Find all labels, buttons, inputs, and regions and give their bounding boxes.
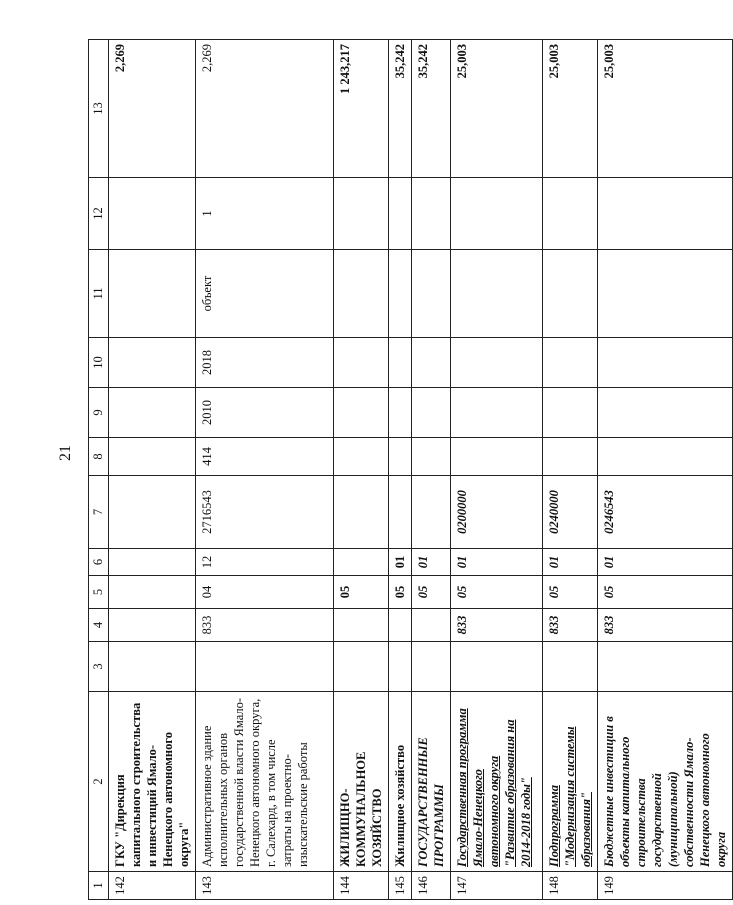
col4-cell: 833 <box>543 609 598 642</box>
table-row <box>412 40 451 900</box>
col12-cell <box>389 178 412 250</box>
col5-cell <box>109 576 196 609</box>
col5-cell: 05 <box>412 576 451 609</box>
budget-table <box>88 39 733 900</box>
col7-cell <box>109 476 196 549</box>
col8-cell <box>334 438 389 476</box>
col4-cell <box>109 609 196 642</box>
col3-cell <box>451 642 543 692</box>
col3-cell <box>334 642 389 692</box>
table-row <box>598 40 733 900</box>
col10-cell <box>334 338 389 388</box>
col8-cell <box>109 438 196 476</box>
col11-cell <box>412 250 451 338</box>
col4-cell: 833 <box>451 609 543 642</box>
col10-cell <box>598 338 733 388</box>
row-amount-cell: 1 243,217 <box>334 40 389 178</box>
header-row <box>89 40 109 900</box>
col4-cell <box>389 609 412 642</box>
column-header-4: 4 <box>89 609 109 642</box>
col11-cell <box>334 250 389 338</box>
row-amount-cell: 25,003 <box>598 40 733 178</box>
column-header-6: 6 <box>89 549 109 576</box>
column-header-3: 3 <box>89 642 109 692</box>
col11-cell <box>109 250 196 338</box>
column-header-7: 7 <box>89 476 109 549</box>
col8-cell <box>451 438 543 476</box>
row-amount-cell: 25,003 <box>451 40 543 178</box>
col9-cell <box>412 388 451 438</box>
column-header-12: 12 <box>89 178 109 250</box>
table-body <box>109 40 733 900</box>
col5-cell: 05 <box>598 576 733 609</box>
row-name-cell: Жилищное хозяйство <box>389 692 412 872</box>
col5-cell: 05 <box>389 576 412 609</box>
col11-cell <box>389 250 412 338</box>
col6-cell <box>334 549 389 576</box>
col3-cell <box>543 642 598 692</box>
col12-cell <box>598 178 733 250</box>
col9-cell: 2010 <box>196 388 334 438</box>
col10-cell <box>412 338 451 388</box>
col9-cell <box>598 388 733 438</box>
col7-cell: 0240000 <box>543 476 598 549</box>
col7-cell: 0246543 <box>598 476 733 549</box>
col6-cell: 01 <box>389 549 412 576</box>
col12-cell <box>543 178 598 250</box>
column-header-5: 5 <box>89 576 109 609</box>
col5-cell: 04 <box>196 576 334 609</box>
col6-cell: 01 <box>543 549 598 576</box>
col8-cell <box>412 438 451 476</box>
col9-cell <box>451 388 543 438</box>
column-header-2: 2 <box>89 692 109 872</box>
col12-cell <box>451 178 543 250</box>
col10-cell <box>543 338 598 388</box>
col6-cell: 12 <box>196 549 334 576</box>
col8-cell <box>389 438 412 476</box>
col12-cell <box>109 178 196 250</box>
col10-cell <box>109 338 196 388</box>
col9-cell <box>109 388 196 438</box>
row-amount-cell: 35,242 <box>389 40 412 178</box>
col9-cell <box>543 388 598 438</box>
col3-cell <box>389 642 412 692</box>
table-row <box>196 40 334 900</box>
row-number-cell: 148 <box>543 872 598 900</box>
col5-cell: 05 <box>543 576 598 609</box>
col7-cell: 0200000 <box>451 476 543 549</box>
col6-cell <box>109 549 196 576</box>
row-number-cell: 149 <box>598 872 733 900</box>
col7-cell: 2716543 <box>196 476 334 549</box>
row-amount-cell: 25,003 <box>543 40 598 178</box>
col6-cell: 01 <box>451 549 543 576</box>
column-header-8: 8 <box>89 438 109 476</box>
row-number-cell: 142 <box>109 872 196 900</box>
row-number-cell: 143 <box>196 872 334 900</box>
row-number-cell: 146 <box>412 872 451 900</box>
col11-cell <box>598 250 733 338</box>
row-amount-cell: 2,269 <box>196 40 334 178</box>
col8-cell <box>598 438 733 476</box>
col12-cell <box>412 178 451 250</box>
col5-cell: 05 <box>451 576 543 609</box>
row-name-cell: Бюджетные инвестиции в объекты капитального строительства государственной (муниципальной) собственности Ямало-Ненецкого автономного округа <box>598 692 733 872</box>
page-number: 21 <box>57 445 74 461</box>
col10-cell: 2018 <box>196 338 334 388</box>
row-name-cell: Государственная программа Ямало-Ненецкого автономного округа "Развитие образования на 2014-2018 годы" <box>451 692 543 872</box>
row-name-cell: Подпрограмма "Модернизация системы образования" <box>543 692 598 872</box>
row-number-cell: 147 <box>451 872 543 900</box>
row-amount-cell: 2,269 <box>109 40 196 178</box>
row-name-cell: ЖИЛИЩНО-КОММУНАЛЬНОЕ ХОЗЯЙСТВО <box>334 692 389 872</box>
col9-cell <box>389 388 412 438</box>
column-header-9: 9 <box>89 388 109 438</box>
col11-cell: объект <box>196 250 334 338</box>
column-header-10: 10 <box>89 338 109 388</box>
col3-cell <box>109 642 196 692</box>
row-name-cell: Административное здание исполнительных органов государственной власти Ямало-Ненецкого автономного округа, г. Салехард, в том числе затраты на проектно-изыскательские работы <box>196 692 334 872</box>
col4-cell: 833 <box>598 609 733 642</box>
column-header-1: 1 <box>89 872 109 900</box>
col3-cell <box>196 642 334 692</box>
col3-cell <box>412 642 451 692</box>
col12-cell <box>334 178 389 250</box>
row-name-cell: ГКУ "Дирекция капитального строительства и инвестиций Ямало-Ненецкого автономного округа" <box>109 692 196 872</box>
rotated-table-container <box>88 40 728 900</box>
col11-cell <box>451 250 543 338</box>
col7-cell <box>389 476 412 549</box>
table-row <box>109 40 196 900</box>
column-header-11: 11 <box>89 250 109 338</box>
col10-cell <box>451 338 543 388</box>
col6-cell: 01 <box>412 549 451 576</box>
table-row <box>543 40 598 900</box>
col9-cell <box>334 388 389 438</box>
row-number-cell: 144 <box>334 872 389 900</box>
col12-cell: 1 <box>196 178 334 250</box>
col7-cell <box>334 476 389 549</box>
col5-cell: 05 <box>334 576 389 609</box>
row-name-cell: ГОСУДАРСТВЕННЫЕ ПРОГРАММЫ <box>412 692 451 872</box>
col10-cell <box>389 338 412 388</box>
col4-cell: 833 <box>196 609 334 642</box>
row-amount-cell: 35,242 <box>412 40 451 178</box>
col3-cell <box>598 642 733 692</box>
column-header-13: 13 <box>89 40 109 178</box>
row-number-cell: 145 <box>389 872 412 900</box>
table-row <box>334 40 389 900</box>
col8-cell: 414 <box>196 438 334 476</box>
col11-cell <box>543 250 598 338</box>
col4-cell <box>412 609 451 642</box>
col7-cell <box>412 476 451 549</box>
col8-cell <box>543 438 598 476</box>
table-row <box>451 40 543 900</box>
col4-cell <box>334 609 389 642</box>
table-row <box>389 40 412 900</box>
col6-cell: 01 <box>598 549 733 576</box>
